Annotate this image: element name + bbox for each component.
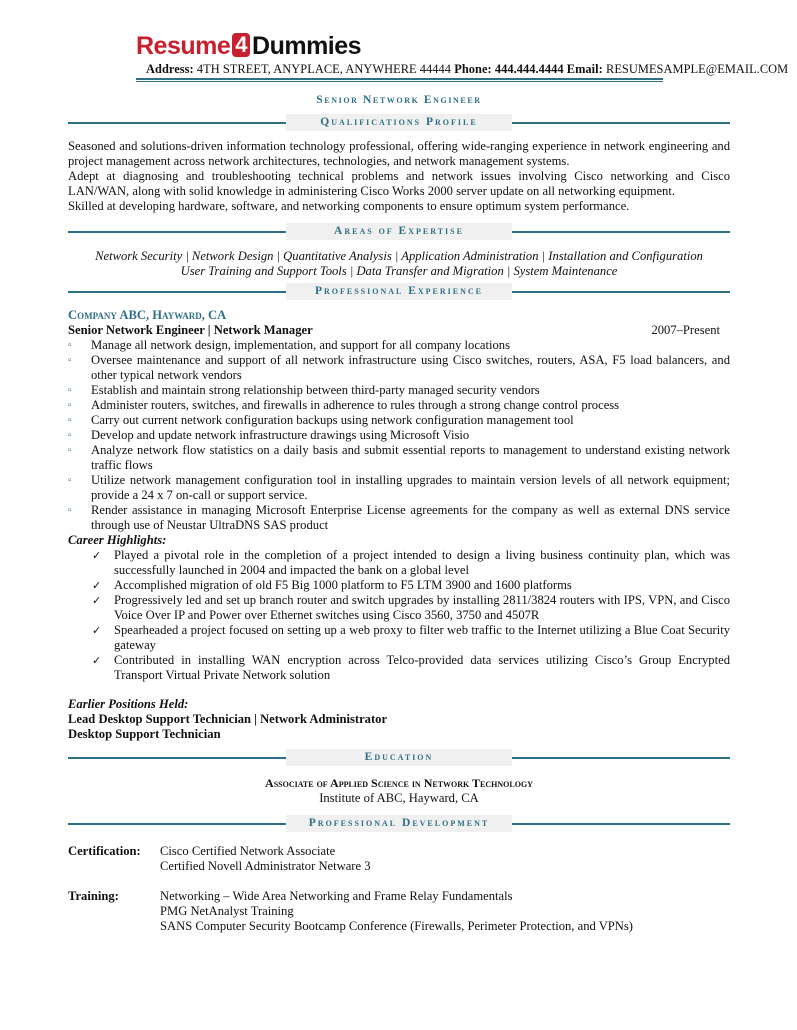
email-label: Email:	[566, 62, 603, 76]
list-item: ▫ Administer routers, switches, and firewalls in adherence to rules through a strong change control process	[68, 398, 730, 413]
list-item: ▫ Carry out current network configuration backups using network configuration management tool	[68, 413, 730, 428]
list-item: ✓ Accomplished migration of old F5 Big 1000 platform to F5 LTM 3900 and 1600 platforms	[90, 578, 730, 593]
role-dates: 2007–Present	[651, 323, 720, 337]
training-label: Training:	[68, 889, 119, 903]
list-item: ✓ Played a pivotal role in the completion of a project intended to design a living business continuity plan, which was successfully launched in 2004 and impacted the bank on a global level	[90, 548, 730, 578]
school: Institute of ABC, Hayward, CA	[319, 791, 479, 805]
resume-logo	[136, 32, 361, 60]
section-heading: Professional Experience	[286, 283, 512, 300]
training-row	[68, 889, 730, 934]
earlier-position: Desktop Support Technician	[68, 727, 221, 741]
list-item: ✓ Contributed in installing WAN encryption across Telco-provided data services utilizing Cisco’s Group Encrypted Transport Virtual Private Network solution	[90, 653, 730, 683]
phone-value: 444.444.4444	[494, 62, 564, 76]
certification-row	[68, 844, 730, 874]
logo-badge: 4	[232, 33, 250, 57]
list-item: ▫ Render assistance in managing Microsoft Enterprise License agreements for the company as well as external DNS service through use of Neustar UltraDNS SAS product	[68, 503, 730, 533]
qualification-line: Seasoned and solutions-driven information technology professional, offering wide-ranging experience in network engineering and project management across network architectures, technologies, and network management systems.	[68, 139, 730, 168]
development-block	[68, 844, 730, 934]
earlier-position: Lead Desktop Support Technician | Network Administrator	[68, 712, 388, 726]
logo-text-left: Resume	[136, 32, 231, 60]
section-heading: Qualifications Profile	[286, 114, 512, 131]
list-item: ✓ Progressively led and set up branch router and switch upgrades by installing 2811/3824 routers with IPS, VPN, and Cisco Voice Over IP and Power over Ethernet switches using Cisco 3560, 3750 and 4507R	[90, 593, 730, 623]
training-list	[160, 889, 633, 934]
list-item: ▫ Manage all network design, implementation, and support for all company locations	[68, 338, 730, 353]
resume-header	[68, 0, 789, 88]
list-item: ▫ Establish and maintain strong relationship between third-party managed security vendors	[68, 383, 730, 398]
expertise-line: Network Security | Network Design | Quantitative Analysis | Application Administration | Installation and Configuration	[95, 249, 703, 263]
address-label: Address:	[146, 62, 194, 76]
education-entry	[68, 776, 730, 806]
company-name: Company ABC, Hayward, CA	[68, 308, 227, 322]
phone-label: Phone:	[454, 62, 492, 76]
section-expertise	[68, 222, 730, 242]
expertise-list	[68, 249, 730, 279]
email-value: RESUMESAMPLE@EMAIL.COM	[606, 62, 789, 76]
list-item: Certified Novell Administrator Netware 3	[160, 859, 371, 873]
section-heading: Professional Development	[286, 815, 512, 832]
header-rule	[136, 78, 663, 80]
role-title: Senior Network Engineer | Network Manager	[68, 323, 313, 337]
qualification-line: Adept at diagnosing and troubleshooting technical problems and network issues involving Cisco networking and Cisco LAN/WAN, along with solid knowledge in administering Cisco Works 2000 server update on all networking equipment.	[68, 169, 730, 198]
section-heading: Education	[286, 749, 512, 766]
role-row	[68, 323, 730, 338]
contact-line	[146, 62, 788, 77]
list-item: SANS Computer Security Bootcamp Conference (Firewalls, Perimeter Protection, and VPNs)	[160, 919, 633, 933]
section-qualifications	[68, 113, 730, 133]
certification-list	[160, 844, 371, 874]
list-item: PMG NetAnalyst Training	[160, 904, 294, 918]
earlier-positions	[68, 697, 730, 742]
address-value: 4TH STREET, ANYPLACE, ANYWHERE 44444	[196, 62, 452, 76]
list-item: ✓ Spearheaded a project focused on setting up a web proxy to filter web traffic to the Internet utilizing a Blue Coat Security gateway	[90, 623, 730, 653]
certification-label: Certification:	[68, 844, 141, 858]
earlier-positions-label: Earlier Positions Held:	[68, 697, 189, 711]
list-item: Cisco Certified Network Associate	[160, 844, 336, 858]
duties-list	[68, 338, 730, 533]
list-item: ▫ Oversee maintenance and support of all network infrastructure using Cisco switches, routers, ASA, F5 load balancers, and other typical network vendors	[68, 353, 730, 383]
section-education	[68, 748, 730, 768]
expertise-line: User Training and Support Tools | Data Transfer and Migration | System Maintenance	[180, 264, 618, 278]
section-experience	[68, 282, 730, 302]
list-item: ▫ Utilize network management configuration tool in installing upgrades to maintain version levels of all network equipment; provide a 24 x 7 on-call or support service.	[68, 473, 730, 503]
job-title: Senior Network Engineer	[316, 94, 482, 106]
section-heading: Areas of Expertise	[286, 223, 512, 240]
list-item: Networking – Wide Area Networking and Frame Relay Fundamentals	[160, 889, 513, 903]
highlights-list	[90, 548, 730, 683]
career-highlights-label: Career Highlights:	[68, 533, 167, 547]
qualifications-summary	[68, 139, 730, 214]
list-item: ▫ Develop and update network infrastructure drawings using Microsoft Visio	[68, 428, 730, 443]
logo-text-right: Dummies	[252, 32, 362, 60]
section-development	[68, 814, 730, 834]
header-rule-thin	[136, 81, 663, 82]
list-item: ▫ Analyze network flow statistics on a daily basis and submit essential reports to management to understand existing network traffic flows	[68, 443, 730, 473]
degree: Associate of Applied Science in Network Technology	[265, 776, 533, 790]
qualification-line: Skilled at developing hardware, software, and networking components to ensure optimum system performance.	[68, 199, 630, 213]
